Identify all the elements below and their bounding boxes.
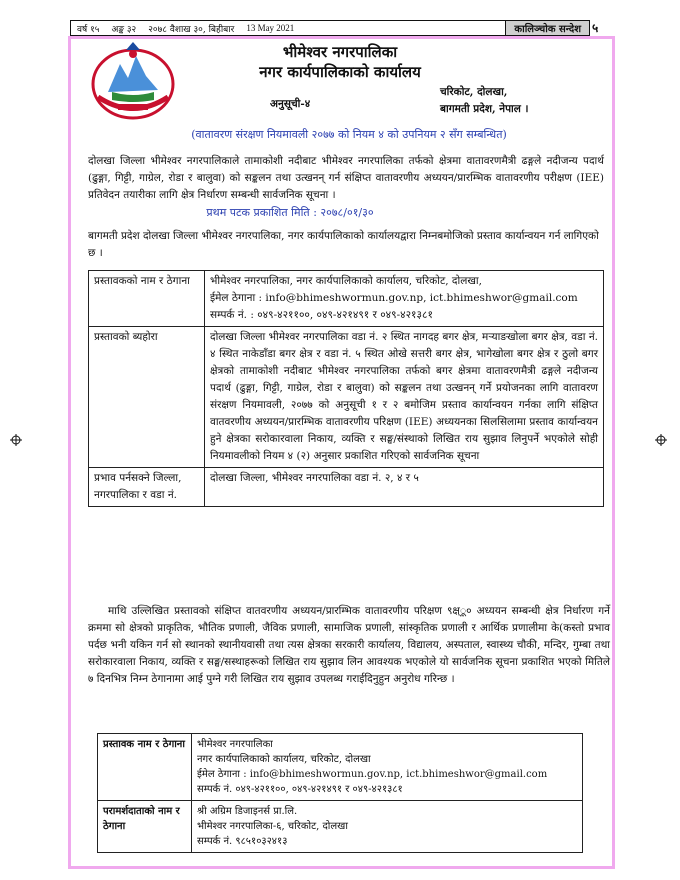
- annex-label: अनुसूची-४: [270, 98, 311, 110]
- table-row: [89, 271, 604, 327]
- masthead-date-np: २०७८ वैशाख ३०, बिहीबार: [148, 24, 235, 35]
- body-paragraph: माथि उल्लिखित प्रस्तावको संक्षिप्त वातवरणीय अध्ययन/प्रारम्भिक वातावरणीय परिक्षण ९क्ष्ू० अध्ययन सम्बन्धी क्षेत्र निर्धारण गर्ने क्रममा सो क्षेत्रको प्राकृतिक, भौतिक प्रणाली, जैविक प्रणाली, सामाजिक प्रणाली, सांस्कृतिक प्रणाली र आर्थिक प्रणालीमा के(कस्तो प्रभाव पर्दछ भनी यकिन गर्न सो स्थानको स्थानीयवासी तथा त्यस क्षेत्रका सरकारी कार्यालय, विद्यालय, अस्पताल, स्वास्थ्य चौकी, मन्दिर, गुम्बा तथा सरोकारवाला निकाय, व्यक्ति र सङ्घ/सस्थाहरूको लिखित राय सुझाव लिन आवश्यक भएकोले यो सार्वजनिक सूचना प्रकाशित भएको मितिले ७ दिनभित्र निम्न ठेगानामा आई पुग्ने गरी लिखित राय सुझाव उपलब्ध गराईदिनुहुन अनुरोध गरिन्छ ।: [88, 605, 610, 685]
- proposal-description-label: प्रस्तावको ब्यहोरा: [89, 327, 205, 468]
- affected-area-value: दोलखा जिल्ला, भीमेश्वर नगरपालिका वडा नं. २, ४ र ५: [205, 468, 604, 507]
- proposer-phone: सम्पर्क नं. : ०४९-४२११००, ०४९-४२१४९१ र ०४९-४२१३८१: [210, 309, 433, 321]
- intro-text: बागमती प्रदेश दोलखा जिल्ला भीमेश्वर नगरपालिका, नगर कार्यपालिकाको कार्यालयद्वारा निम्नबमोजिको प्रस्ताव कार्यान्वयन गर्न लागिएको छ ।: [88, 230, 599, 259]
- masthead-date-en: 13 May 2021: [246, 23, 295, 33]
- proposer-line: भीमेश्वर नगरपालिका, नगर कार्यपालिकाको कार्यालय, चरिकोट, दोलखा,: [210, 275, 482, 287]
- address-line: बागमती प्रदेश, नेपाल ।: [440, 103, 529, 115]
- office-name: नगर कार्यपालिकाको कार्यालय: [259, 63, 421, 81]
- consultant-line: श्री अग्रिम डिजाइनर्स प्रा.लि.: [197, 806, 298, 817]
- registration-mark-icon: [655, 434, 667, 446]
- masthead: [70, 20, 590, 36]
- masthead-issue: अङ्क ३२: [111, 24, 137, 35]
- newspaper-name: कालिञ्चोक सन्देश: [505, 21, 589, 35]
- consultant-label: परामर्शदाताको नाम र ठेगाना: [98, 801, 192, 853]
- table-row: [89, 468, 604, 507]
- registration-mark-icon: [10, 434, 22, 446]
- proponent-phone: सम्पर्क नं. ०४९-४२११००, ०४९-४२१४९१ र ०४९-४२१३८१: [197, 784, 403, 795]
- office-address: [440, 84, 529, 118]
- table-row: [98, 801, 583, 853]
- proposal-description: दोलखा जिल्ला भीमेश्वर नगरपालिका वडा नं. २ स्थित नागदह बगर क्षेत्र, मऱ्याङखोला बगर क्षेत्र, वडा नं. ४ स्थित नाकेडाँडा बगर क्षेत्र र वडा नं. ५ स्थित ओखे सत्तरी बगर क्षेत्र, भागेखोला बगर क्षेत्र र ठुलो बगर क्षेत्रको तामाकोशी नदीबाट भीमेश्वर नगरपालिका तर्फको बगर क्षेत्रमा वातावरणमैत्री ढङ्गले नदीजन्य पदार्थ (ढुङ्गा, गिट्टी, गाग्रेल, रोडा र बालुवा) को सङ्कलन तथा उत्खनन् गर्ने प्रयोजनका लागि वातावरण संरक्षण नियमावली, २०७७ को अनुसूची १ र २ बमोजिम प्रस्ताव कार्यान्वयन गर्नका लागि संक्षिप्त वातवरणीय अध्ययन/प्रारम्भिक वातावरणीय परिक्षण (IEE) अध्ययनका सिलसिलामा प्रस्ताव कार्यान्वयन हुने क्षेत्रका सरोकारवाला निकाय, व्यक्ति र सङ्घ/संस्थाको लिखित राय सुझाव लिनुपर्ने भएकोले सोही नियमावलीको नियम ४ (२) अनुसार प्रकाशित गरिएको सार्वजनिक सूचना: [205, 327, 604, 468]
- page-number: ५: [592, 21, 599, 35]
- consultant-line: भीमेश्वर नगरपालिका-६, चरिकोट, दोलखा: [197, 821, 348, 832]
- contact-table: [97, 733, 583, 853]
- rule-reference: (वातावरण संरक्षण नियमावली २०७७ को नियम ४ को उपनियम २ सँग सम्बन्धित): [191, 128, 507, 141]
- address-line: चरिकोट, दोलखा,: [440, 86, 508, 98]
- notice-title: दोलखा जिल्ला भीमेश्वर नगरपालिकाले तामाकोशी नदीबाट भीमेश्वर नगरपालिका तर्फको क्षेत्रमा वातावरणमैत्री ढङ्गले नदीजन्य पदार्थ (ढुङ्गा, गिट्टी, गाग्रेल, रोडा र बालुवा) को सङ्कलन तथा उत्खनन् गर्न संक्षिप्त वातावरणीय अध्ययन/प्रारम्भिक वातावरणीय परीक्षण (IEE) प्रतिवेदन तयारीका लागि क्षेत्र निर्धारण सम्बन्धी सार्वजनिक सूचना ।: [88, 155, 604, 201]
- nepal-emblem-icon: [88, 42, 178, 122]
- proponent-label: प्रस्तावक नाम र ठेगाना: [98, 734, 192, 801]
- proponent-email: ईमेल ठेगाना : info@bhimeshwormun.gov.np, ict.bhimeshwor@gmail.com: [197, 769, 548, 780]
- publish-date: प्रथम पटक प्रकाशित मिति : २०७८/०१/३०: [206, 206, 374, 219]
- consultant-value: [192, 801, 583, 853]
- proposer-value: [205, 271, 604, 327]
- affected-area-label: प्रभाव पर्नसक्ने जिल्ला, नगरपालिका र वडा नं.: [89, 468, 205, 507]
- proposer-label: प्रस्तावकको नाम र ठेगाना: [89, 271, 205, 327]
- proponent-line: नगर कार्यपालिकाको कार्यालय, चरिकोट, दोलखा: [197, 754, 371, 765]
- consultant-phone: सम्पर्क नं. ९८५१०३२४१३: [197, 836, 288, 847]
- masthead-year: वर्ष १५: [77, 24, 100, 35]
- table-row: [89, 327, 604, 468]
- municipality-name: भीमेश्वर नगरपालिका: [282, 43, 398, 61]
- proponent-value: [192, 734, 583, 801]
- proponent-line: भीमेश्वर नगरपालिका: [197, 739, 273, 750]
- proposal-table: [88, 270, 604, 507]
- proposer-email: ईमेल ठेगाना : info@bhimeshwormun.gov.np, ict.bhimeshwor@gmail.com: [210, 292, 578, 304]
- table-row: [98, 734, 583, 801]
